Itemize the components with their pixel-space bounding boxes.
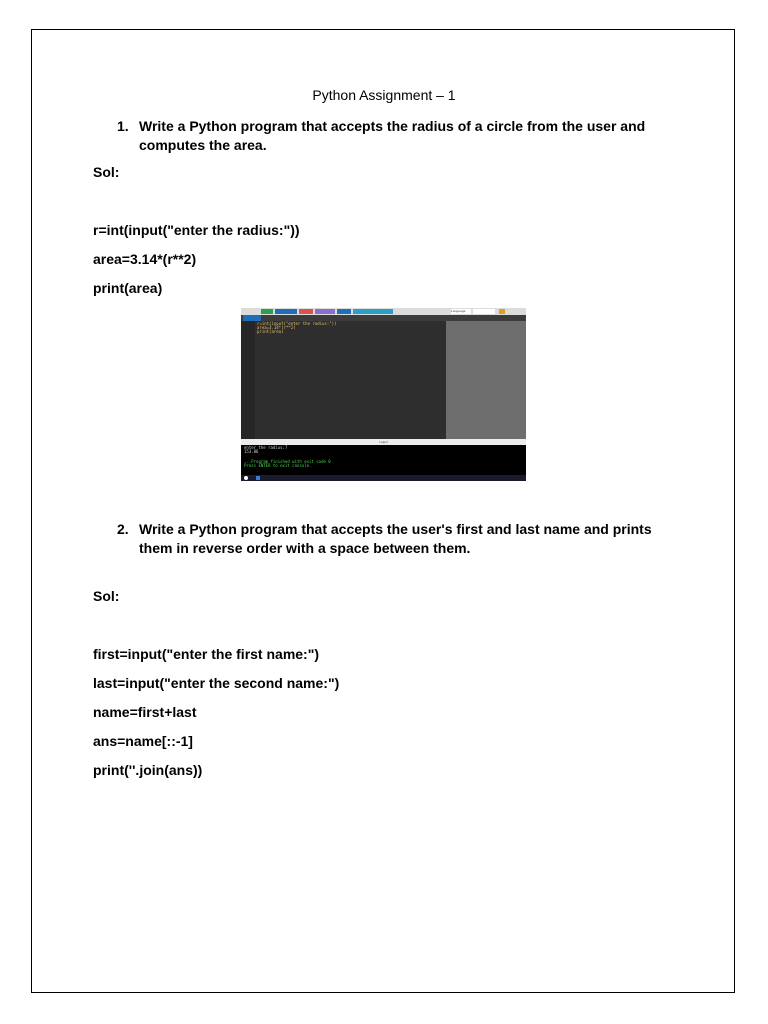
editor-line: print(area) bbox=[257, 329, 284, 334]
editor-line: r=int(input("enter the radius:")) bbox=[257, 321, 337, 326]
code-2-line: name=first+last bbox=[93, 704, 197, 720]
stop-button bbox=[299, 309, 313, 314]
console-line: 153.86 bbox=[244, 449, 259, 454]
code-2-line: print(''.join(ans)) bbox=[93, 762, 203, 778]
question-2-number: 2. bbox=[117, 521, 129, 537]
console-line: enter the radius:7 bbox=[244, 445, 288, 450]
settings-icon bbox=[499, 309, 505, 314]
start-icon bbox=[244, 476, 248, 480]
question-2-text: Write a Python program that accepts the user's first and last name and prints them in reverse order with a space between them. bbox=[139, 521, 652, 556]
code-1-line: r=int(input("enter the radius:")) bbox=[93, 222, 300, 238]
code-1-line: print(area) bbox=[93, 280, 163, 296]
page-title: Python Assignment – 1 bbox=[312, 87, 456, 103]
beautify-button bbox=[353, 309, 393, 314]
side-panel bbox=[446, 321, 526, 439]
solution-2-label: Sol: bbox=[93, 588, 120, 604]
solution-1-label: Sol: bbox=[93, 164, 120, 180]
code-2-line: first=input("enter the first name:") bbox=[93, 646, 320, 662]
code-1-line: area=3.14*(r**2) bbox=[93, 251, 197, 267]
question-1-text: Write a Python program that accepts the radius of a circle from the user and computes the area. bbox=[139, 118, 646, 153]
app-icon bbox=[256, 476, 260, 480]
console-line: ...Program finished with exit code 0 bbox=[244, 459, 331, 464]
taskbar bbox=[241, 475, 526, 481]
code-2-line: last=input("enter the second name:") bbox=[93, 675, 340, 691]
code-2-line: ans=name[::-1] bbox=[93, 733, 193, 749]
debug-button bbox=[275, 309, 297, 314]
code-editor bbox=[241, 321, 446, 439]
language-select bbox=[473, 309, 495, 314]
line-gutter bbox=[241, 321, 255, 439]
page-border bbox=[31, 29, 735, 993]
console-line: Press ENTER to exit console. bbox=[244, 463, 312, 468]
input-label: input bbox=[379, 440, 389, 444]
question-1-number: 1. bbox=[117, 118, 129, 134]
language-label: Language bbox=[451, 309, 471, 314]
question-2 bbox=[117, 520, 677, 558]
share-button bbox=[315, 309, 335, 314]
question-1 bbox=[117, 117, 677, 155]
ide-screenshot bbox=[241, 308, 526, 481]
run-button bbox=[261, 309, 273, 314]
save-button bbox=[337, 309, 351, 314]
editor-line: area=3.14*(r**2) bbox=[257, 325, 296, 330]
